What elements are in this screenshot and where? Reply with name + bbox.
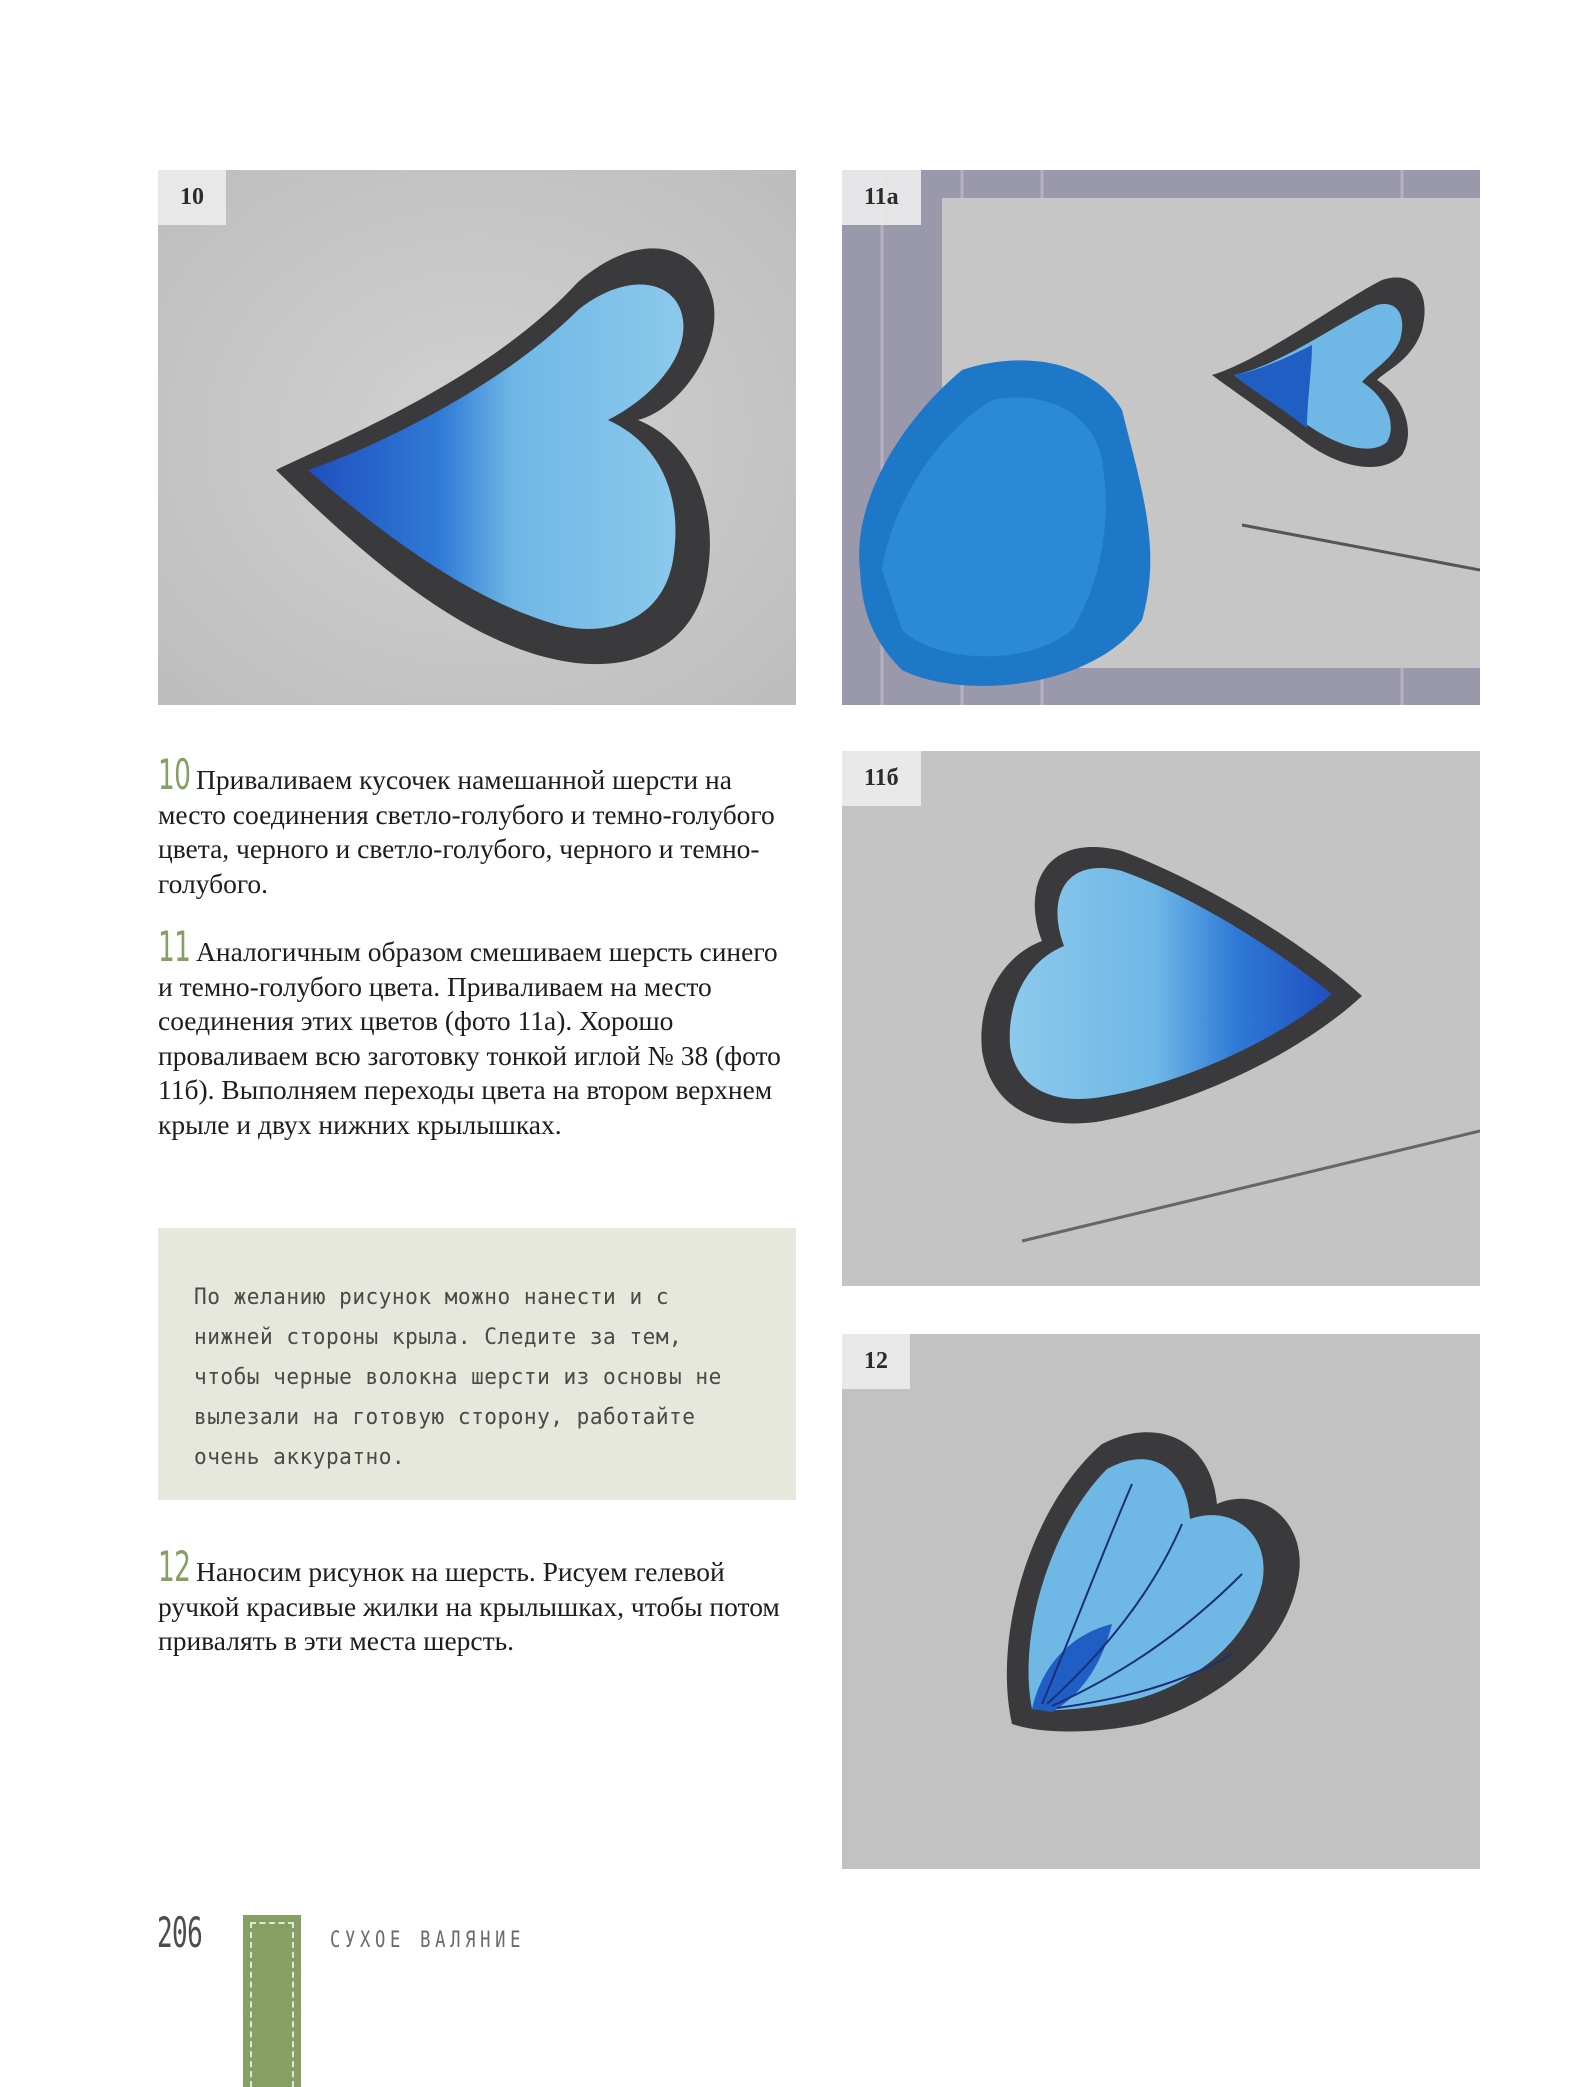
step-number: 11 bbox=[158, 922, 191, 971]
step-text: Приваливаем кусочек намешанной шерсти на место соединения светло-голубого и темно-голубого цвета, черного и светло-голубого, черного и темно-голубого. bbox=[158, 764, 775, 899]
felt-heart-veins-image bbox=[842, 1334, 1480, 1869]
photo-11b bbox=[842, 751, 1480, 1286]
step-number: 12 bbox=[158, 1542, 191, 1591]
photo-12 bbox=[842, 1334, 1480, 1869]
felt-heart-needle-image bbox=[842, 751, 1480, 1286]
step-10 bbox=[158, 750, 798, 901]
felt-heart-image bbox=[158, 170, 796, 705]
photo-label: 12 bbox=[842, 1334, 910, 1389]
step-text: Аналогичным образом смешиваем шерсть синего и темно-голубого цвета. Приваливаем на место соединения этих цветов (фото 11а). Хорошо проваливаем всю заготовку тонкой иглой № 38 (фото 11б). Выполняем переходы цвета на втором верхнем крыле и двух нижних крылышках. bbox=[158, 936, 781, 1140]
page-number: 206 bbox=[157, 1908, 203, 1957]
tip-text: По желанию рисунок можно нанести и с нижней стороны крыла. Следите за тем, чтобы черные волокна шерсти из основы не вылезали на готовую сторону, работайте очень аккуратно. bbox=[194, 1285, 722, 1470]
photo-label: 10 bbox=[158, 170, 226, 225]
felt-heart-with-wool-image bbox=[842, 170, 1480, 705]
tip-box bbox=[158, 1228, 796, 1500]
section-title: СУХОЕ ВАЛЯНИЕ bbox=[330, 1928, 526, 1953]
step-text: Наносим рисунок на шерсть. Рисуем гелевой ручкой красивые жилки на крылышках, чтобы потом привалять в эти места шерсть. bbox=[158, 1556, 780, 1656]
bookmark-ribbon bbox=[243, 1915, 301, 2087]
step-number: 10 bbox=[158, 750, 191, 799]
photo-label: 11а bbox=[842, 170, 921, 225]
photo-10 bbox=[158, 170, 796, 705]
photo-11a bbox=[842, 170, 1480, 705]
step-11 bbox=[158, 922, 798, 1142]
step-12 bbox=[158, 1542, 798, 1659]
photo-label: 11б bbox=[842, 751, 921, 806]
